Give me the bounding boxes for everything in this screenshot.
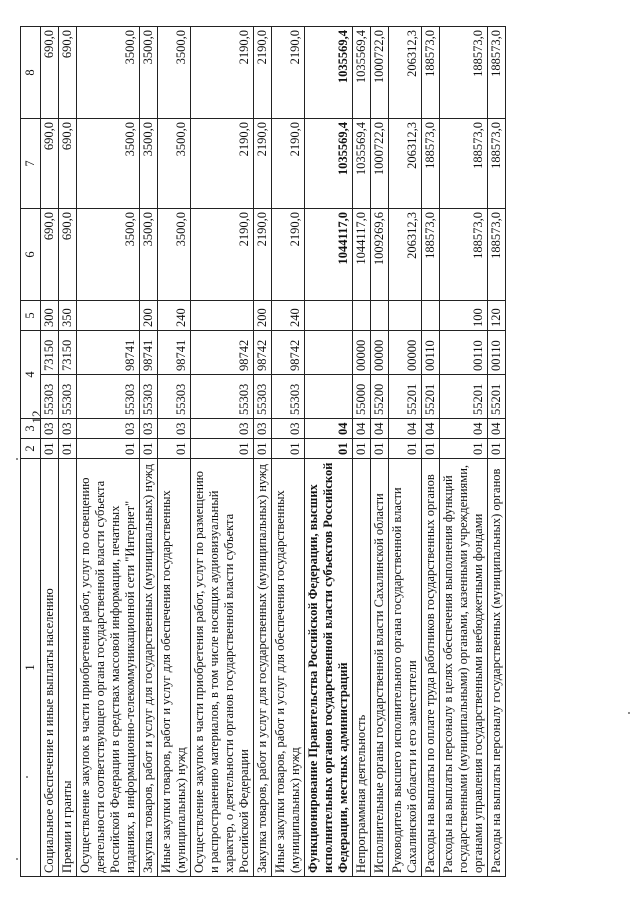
row-expense-type: 240 [272, 301, 305, 331]
col-header-year2: 7 [21, 119, 41, 209]
row-name: Расходы на выплаты персоналу в целях обеспечения выполнения функций государственными (муниципальными) органами, казенными учреждениями, органами управления государственными внебюджетными фондами [440, 459, 488, 877]
row-target-article-2: 98741 [77, 331, 140, 375]
table-row [488, 27, 506, 877]
row-amount-year3: 3500,0 [158, 27, 191, 119]
scan-speck [16, 858, 18, 860]
row-amount-year2: 188573,0 [488, 119, 506, 209]
row-amount-year3: 690,0 [41, 27, 59, 119]
row-target-article-2: 00000 [389, 331, 422, 375]
row-expense-type [422, 301, 440, 331]
row-name: Функционирование Правительства Российской Федерации, высших исполнительных органов государственной власти субъектов Российской Федерации, местных администраций [305, 459, 353, 877]
row-amount-year1: 206312,3 [389, 209, 422, 301]
row-amount-year1: 690,0 [41, 209, 59, 301]
row-amount-year1: 2190,0 [191, 209, 254, 301]
row-amount-year3: 3500,0 [140, 27, 158, 119]
table-row [77, 27, 140, 877]
row-name: Иные закупки товаров, работ и услуг для обеспечения государственных (муниципальных) нужд [158, 459, 191, 877]
table-row [158, 27, 191, 877]
row-expense-type: 350 [59, 301, 77, 331]
row-subsection: 03 [272, 419, 305, 439]
table-row [140, 27, 158, 877]
row-target-article-1: 55303 [272, 375, 305, 419]
row-amount-year1: 188573,0 [422, 209, 440, 301]
row-subsection: 03 [158, 419, 191, 439]
table-row [191, 27, 254, 877]
row-section: 01 [389, 439, 422, 459]
table-row [371, 27, 389, 877]
col-header-name: 1 [21, 459, 41, 877]
row-target-article-1: 55303 [158, 375, 191, 419]
row-amount-year3: 206312,3 [389, 27, 422, 119]
row-section: 01 [488, 439, 506, 459]
row-amount-year1: 2190,0 [254, 209, 272, 301]
row-target-article-1: 55200 [371, 375, 389, 419]
row-amount-year3: 2190,0 [191, 27, 254, 119]
row-subsection: 03 [191, 419, 254, 439]
row-subsection: 04 [305, 419, 353, 439]
table-row [353, 27, 371, 877]
table-row [254, 27, 272, 877]
row-amount-year1: 3500,0 [77, 209, 140, 301]
row-section: 01 [371, 439, 389, 459]
row-target-article-1: 55303 [191, 375, 254, 419]
row-amount-year2: 2190,0 [191, 119, 254, 209]
row-amount-year3: 2190,0 [272, 27, 305, 119]
table-row [59, 27, 77, 877]
row-section: 01 [191, 439, 254, 459]
row-target-article-1: 55201 [440, 375, 488, 419]
page-number: 12 [29, 410, 44, 424]
row-target-article-1: 55000 [353, 375, 371, 419]
row-amount-year1: 3500,0 [140, 209, 158, 301]
row-expense-type: 240 [158, 301, 191, 331]
row-amount-year1: 3500,0 [158, 209, 191, 301]
scan-speck [16, 458, 18, 460]
row-amount-year1: 1009269,6 [371, 209, 389, 301]
row-target-article-1: 55303 [254, 375, 272, 419]
row-section: 01 [422, 439, 440, 459]
row-target-article-2: 00000 [371, 331, 389, 375]
row-target-article-2: 00110 [440, 331, 488, 375]
row-amount-year2: 3500,0 [140, 119, 158, 209]
row-amount-year1: 1044117,0 [305, 209, 353, 301]
row-target-article-1: 55201 [488, 375, 506, 419]
row-expense-type [191, 301, 254, 331]
row-subsection: 03 [41, 419, 59, 439]
row-amount-year2: 188573,0 [440, 119, 488, 209]
row-expense-type: 100 [440, 301, 488, 331]
table-row [440, 27, 488, 877]
table-row [305, 27, 353, 877]
row-target-article-2: 00000 [353, 331, 371, 375]
row-expense-type: 120 [488, 301, 506, 331]
row-amount-year2: 1035569,4 [353, 119, 371, 209]
row-target-article-1: 55303 [59, 375, 77, 419]
row-subsection: 03 [59, 419, 77, 439]
table-row [272, 27, 305, 877]
row-subsection: 04 [422, 419, 440, 439]
col-header-csr: 4 [21, 331, 41, 419]
scan-speck [628, 712, 630, 714]
row-target-article-1: 55201 [422, 375, 440, 419]
row-expense-type: 300 [41, 301, 59, 331]
row-amount-year1: 2190,0 [272, 209, 305, 301]
row-name: Осуществление закупок в части приобретения работ, услуг по размещению и распространению материалов, в том числе носящих аудиовизуальный характер, о деятельности органов государственной власти субъекта Российской Федерации [191, 459, 254, 877]
row-subsection: 03 [254, 419, 272, 439]
row-section: 01 [353, 439, 371, 459]
row-target-article-1: 55303 [140, 375, 158, 419]
row-expense-type [77, 301, 140, 331]
table-row [422, 27, 440, 877]
row-amount-year3: 1035569,4 [353, 27, 371, 119]
row-amount-year3: 690,0 [59, 27, 77, 119]
table-row [389, 27, 422, 877]
row-section: 01 [305, 439, 353, 459]
row-amount-year2: 3500,0 [158, 119, 191, 209]
row-subsection: 04 [488, 419, 506, 439]
row-target-article-2: 98741 [140, 331, 158, 375]
row-amount-year3: 1035569,4 [305, 27, 353, 119]
row-target-article-2: 98742 [254, 331, 272, 375]
table-row [41, 27, 59, 877]
row-amount-year3: 2190,0 [254, 27, 272, 119]
row-name: Исполнительные органы государственной власти Сахалинской области [371, 459, 389, 877]
row-subsection: 03 [77, 419, 140, 439]
row-amount-year2: 3500,0 [77, 119, 140, 209]
row-target-article-1 [305, 375, 353, 419]
row-section: 01 [254, 439, 272, 459]
row-amount-year3: 3500,0 [77, 27, 140, 119]
row-section: 01 [77, 439, 140, 459]
row-amount-year2: 2190,0 [272, 119, 305, 209]
row-target-article-2: 98742 [191, 331, 254, 375]
row-target-article-2: 98742 [272, 331, 305, 375]
row-subsection: 03 [140, 419, 158, 439]
row-section: 01 [41, 439, 59, 459]
row-amount-year3: 188573,0 [488, 27, 506, 119]
row-section: 01 [158, 439, 191, 459]
row-expense-type [305, 301, 353, 331]
budget-table [20, 26, 506, 877]
row-amount-year2: 1000722,0 [371, 119, 389, 209]
row-subsection: 04 [440, 419, 488, 439]
row-amount-year2: 1035569,4 [305, 119, 353, 209]
row-amount-year1: 188573,0 [488, 209, 506, 301]
header-row [21, 27, 41, 877]
row-target-article-2 [305, 331, 353, 375]
row-target-article-1: 55303 [77, 375, 140, 419]
row-expense-type [371, 301, 389, 331]
row-amount-year3: 188573,0 [422, 27, 440, 119]
row-amount-year2: 690,0 [59, 119, 77, 209]
row-amount-year1: 690,0 [59, 209, 77, 301]
row-expense-type: 200 [254, 301, 272, 331]
row-name: Непрограммная деятельность [353, 459, 371, 877]
col-header-year3: 8 [21, 27, 41, 119]
row-amount-year2: 206312,3 [389, 119, 422, 209]
row-subsection: 04 [371, 419, 389, 439]
row-amount-year2: 188573,0 [422, 119, 440, 209]
col-header-vr: 5 [21, 301, 41, 331]
row-name: Социальное обеспечение и иные выплаты населению [41, 459, 59, 877]
row-amount-year3: 188573,0 [440, 27, 488, 119]
row-target-article-2: 73150 [41, 331, 59, 375]
row-amount-year1: 188573,0 [440, 209, 488, 301]
row-amount-year3: 1000722,0 [371, 27, 389, 119]
row-target-article-1: 55303 [41, 375, 59, 419]
row-name: Расходы на выплаты по оплате труда работников государственных органов [422, 459, 440, 877]
row-name: Руководитель высшего исполнительного органа государственной власти Сахалинской области и его заместители [389, 459, 422, 877]
row-amount-year2: 2190,0 [254, 119, 272, 209]
row-name: Закупка товаров, работ и услуг для государственных (муниципальных) нужд [254, 459, 272, 877]
row-section: 01 [140, 439, 158, 459]
row-expense-type: 200 [140, 301, 158, 331]
row-section: 01 [440, 439, 488, 459]
col-header-pr: 3 [21, 419, 41, 439]
row-subsection: 04 [389, 419, 422, 439]
row-name: Иные закупки товаров, работ и услуг для обеспечения государственных (муниципальных) нужд [272, 459, 305, 877]
row-target-article-2: 00110 [422, 331, 440, 375]
row-name: Премии и гранты [59, 459, 77, 877]
row-name: Закупка товаров, работ и услуг для государственных (муниципальных) нужд [140, 459, 158, 877]
row-name: Расходы на выплаты персоналу государственных (муниципальных) органов [488, 459, 506, 877]
row-expense-type [353, 301, 371, 331]
row-name: Осуществление закупок в части приобретения работ, услуг по освещению деятельности соответствующего органа государственной власти субъекта Российской Федерации в средствах массовой информации, печатных изданиях, в информационно-телекоммуникационной сети "Интернет" [77, 459, 140, 877]
row-subsection: 04 [353, 419, 371, 439]
row-target-article-2: 98741 [158, 331, 191, 375]
row-amount-year1: 1044117,0 [353, 209, 371, 301]
row-amount-year2: 690,0 [41, 119, 59, 209]
col-header-year1: 6 [21, 209, 41, 301]
col-header-rz: 2 [21, 439, 41, 459]
row-section: 01 [272, 439, 305, 459]
row-section: 01 [59, 439, 77, 459]
row-target-article-1: 55201 [389, 375, 422, 419]
row-expense-type [389, 301, 422, 331]
rotated-page [20, 27, 620, 877]
row-target-article-2: 73150 [59, 331, 77, 375]
row-target-article-2: 00110 [488, 331, 506, 375]
